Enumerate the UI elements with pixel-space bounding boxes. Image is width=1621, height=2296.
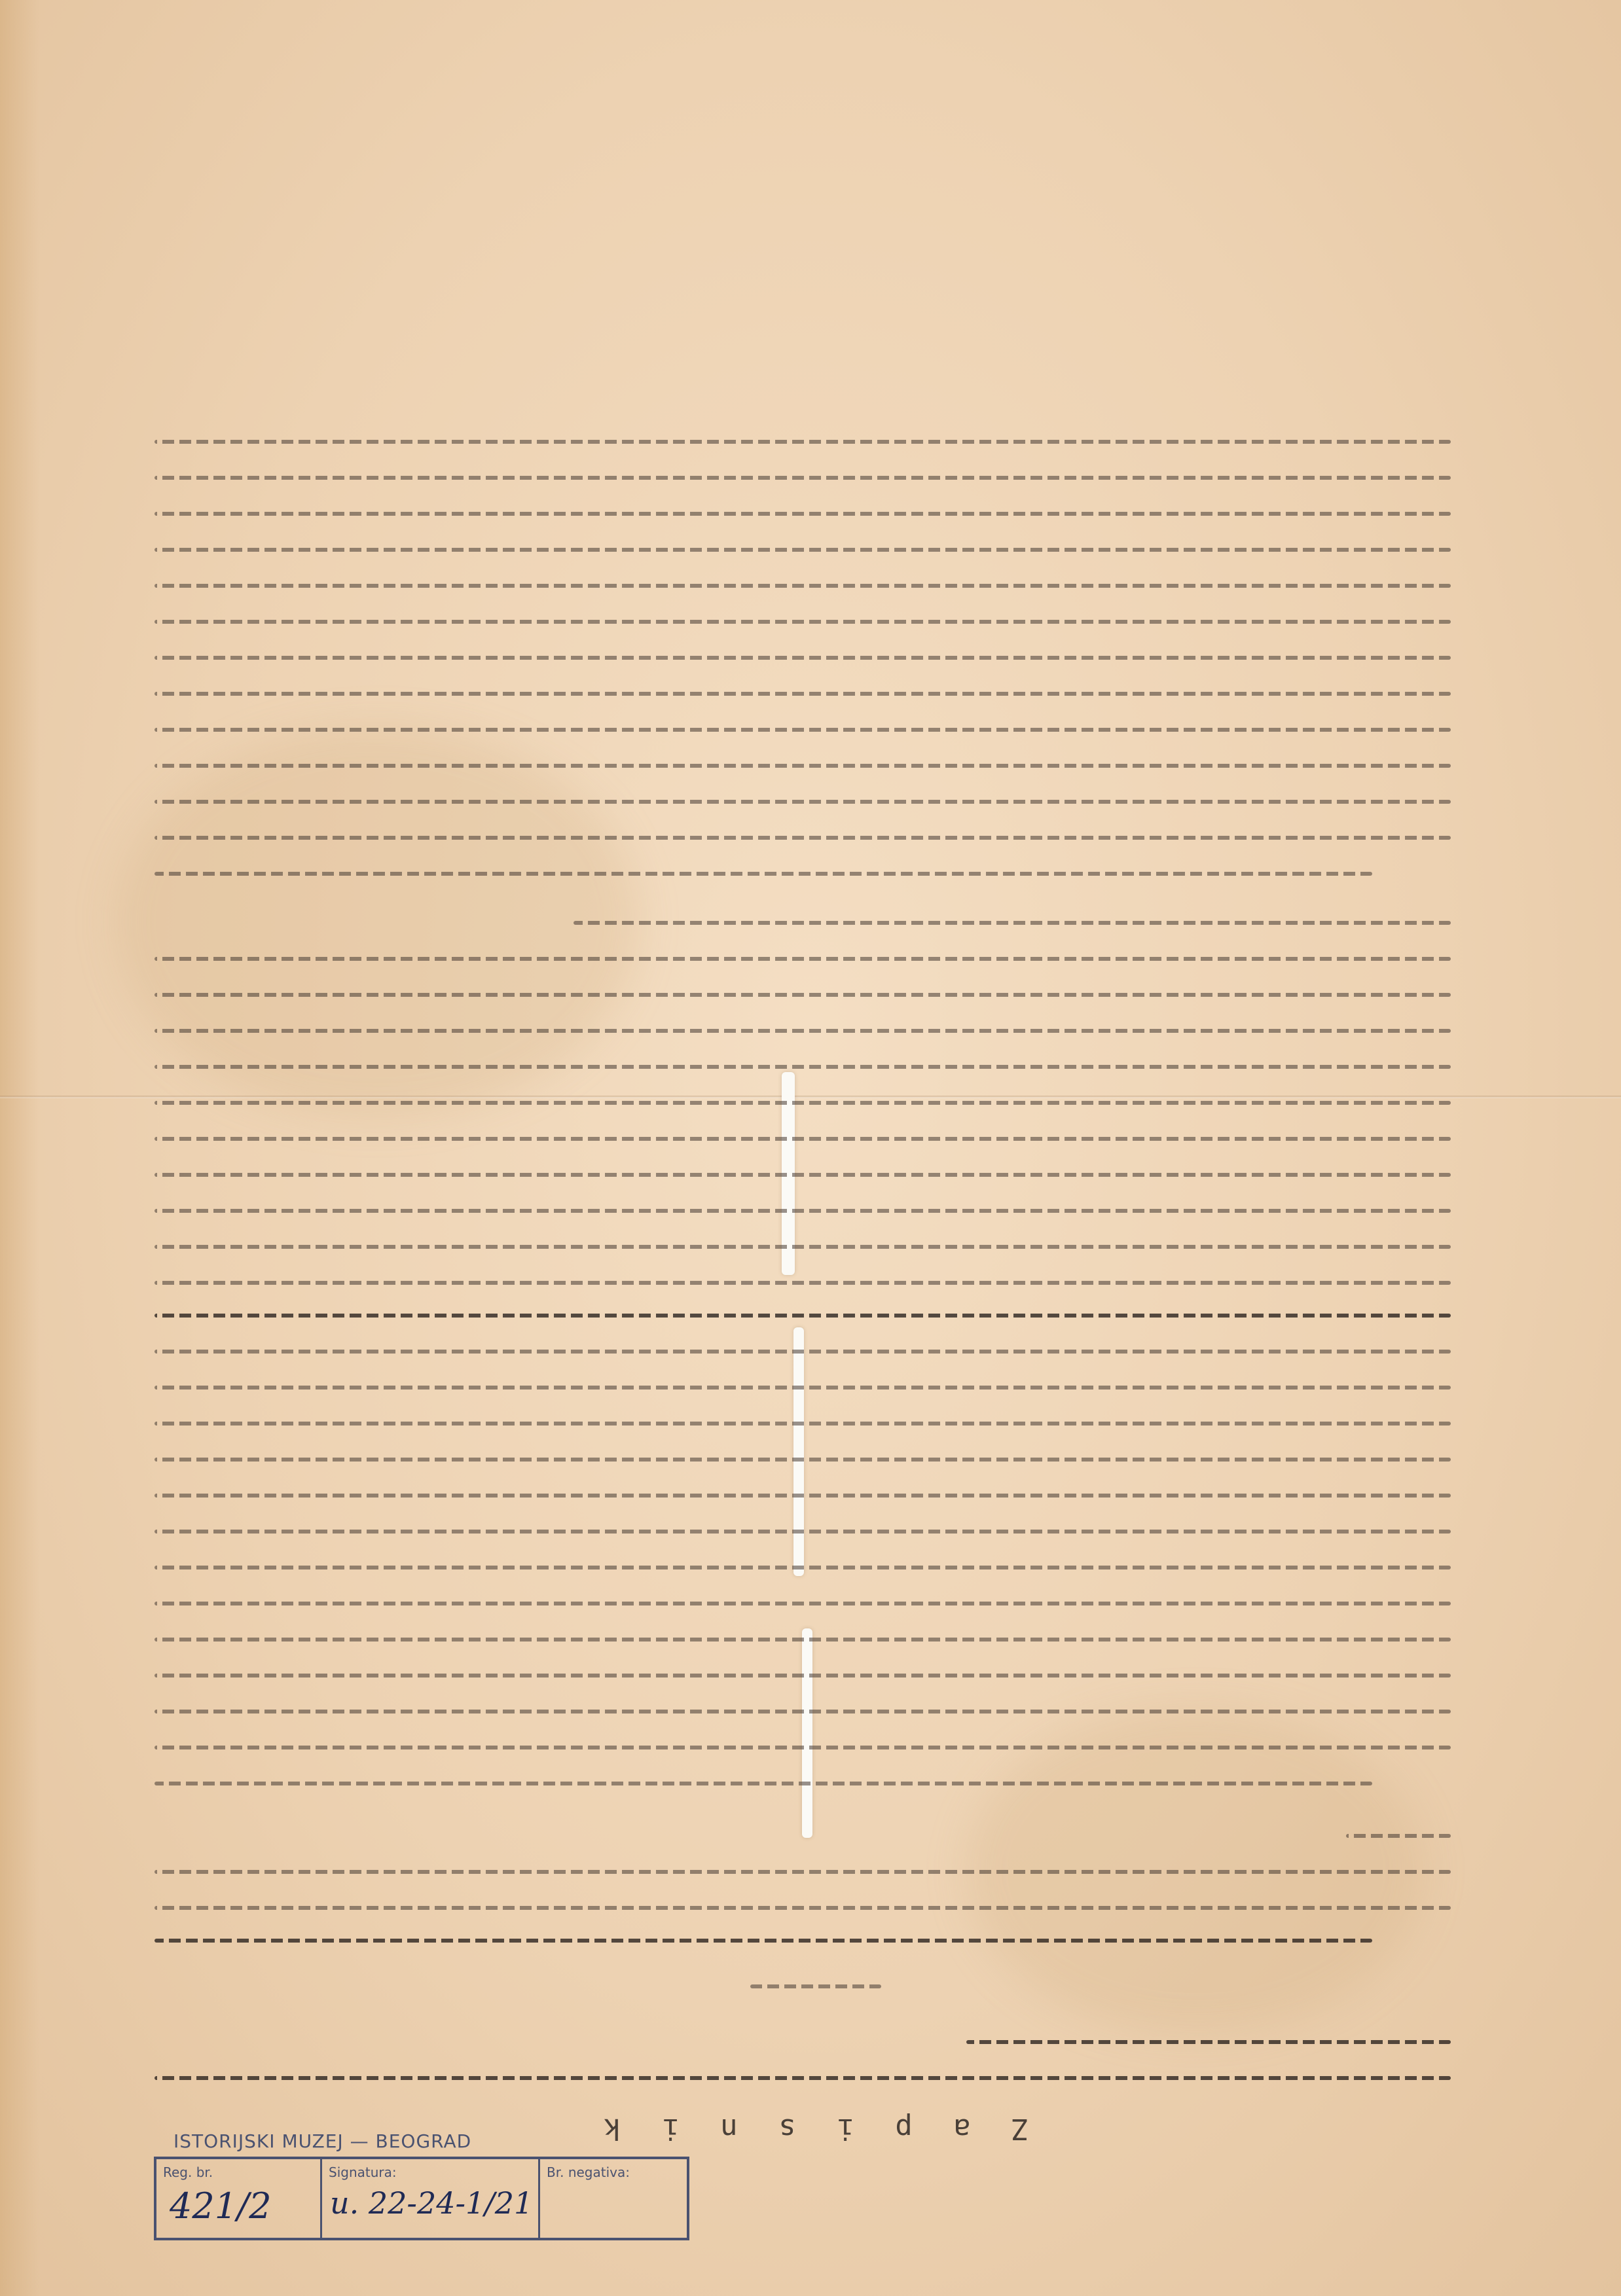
- typed-line: [155, 512, 1451, 516]
- typed-line: [155, 1350, 1451, 1354]
- typed-line: [155, 764, 1451, 768]
- typed-line: [155, 1386, 1451, 1390]
- typed-line: [155, 1782, 1372, 1785]
- stamp-reg-caption: Reg. br.: [163, 2164, 213, 2180]
- stamp-negative-caption: Br. negativa:: [547, 2164, 630, 2180]
- typed-line: [155, 692, 1451, 696]
- paper-tear: [793, 1327, 804, 1576]
- typed-line: [155, 872, 1372, 876]
- fold-line: [0, 1096, 1621, 1098]
- stamp-reg-value: 421/2: [170, 2185, 272, 2227]
- typed-line: [966, 2040, 1451, 2044]
- typed-line: [155, 1314, 1451, 1318]
- typed-line: [1346, 1834, 1451, 1838]
- typed-line: [155, 1939, 1372, 1943]
- museum-stamp: [154, 2130, 691, 2255]
- typed-line: [155, 1566, 1451, 1570]
- typed-line: [155, 2076, 1451, 2080]
- typed-line: [155, 993, 1451, 997]
- typed-line: [155, 548, 1451, 552]
- typed-line: [155, 656, 1451, 660]
- typed-line: [155, 1530, 1451, 1534]
- typed-line: [155, 957, 1451, 961]
- stamp-signature-value: u. 22-24-1/21: [330, 2185, 534, 2221]
- document-heading: Z a p i s n i k: [592, 2112, 1029, 2145]
- stamp-signature-caption: Signatura:: [329, 2164, 397, 2180]
- typed-line: [155, 1674, 1451, 1677]
- typed-line: [155, 440, 1451, 444]
- typed-line: [155, 1065, 1451, 1069]
- typed-line: [155, 620, 1451, 624]
- stamp-box: [154, 2157, 689, 2240]
- typed-line: [155, 1710, 1451, 1713]
- stamp-signature-cell: [322, 2159, 540, 2238]
- typed-line: [155, 1245, 1451, 1249]
- typed-line: [155, 800, 1451, 804]
- typed-line: [155, 836, 1451, 840]
- typed-line: [155, 1422, 1451, 1426]
- typed-line: [574, 921, 1451, 925]
- typed-line: [155, 1173, 1451, 1177]
- stamp-negative-cell: [540, 2159, 684, 2238]
- typed-line: [155, 1906, 1451, 1910]
- typed-line: [155, 1494, 1451, 1498]
- stamp-reg-cell: [156, 2159, 322, 2238]
- typed-line: [155, 1281, 1451, 1285]
- typed-line: [750, 1984, 881, 1988]
- paper-tear: [802, 1628, 812, 1838]
- typed-line: [155, 1746, 1451, 1749]
- typed-line: [155, 476, 1451, 480]
- typed-line: [155, 1870, 1451, 1874]
- typed-line: [155, 1209, 1451, 1213]
- typed-line: [155, 1029, 1451, 1033]
- stamp-header: ISTORIJSKI MUZEJ — BEOGRAD: [173, 2130, 472, 2152]
- typed-line: [155, 1602, 1451, 1605]
- typed-line: [155, 1458, 1451, 1462]
- typed-line: [155, 728, 1451, 732]
- typed-line: [155, 1137, 1451, 1141]
- typed-line: [155, 1101, 1451, 1105]
- paper-stain: [115, 725, 639, 1118]
- typed-line: [155, 584, 1451, 588]
- typed-line: [155, 1638, 1451, 1641]
